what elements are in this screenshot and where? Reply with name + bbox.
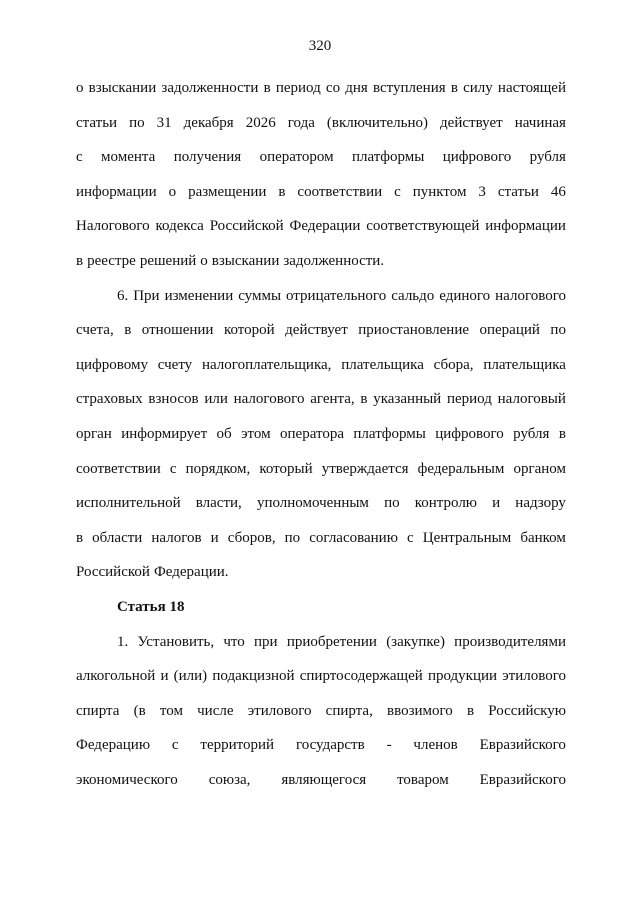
text-line: спирта (в том числе этилового спирта, ввозимого в Российскую [76, 702, 566, 719]
text-line: с момента получения оператором платформы цифрового рубля [76, 149, 566, 166]
text-line: алкогольной и (или) подакцизной спиртосодержащей продукции этилового [76, 668, 566, 685]
text-line: цифровому счету налогоплательщика, плательщика сбора, плательщика [76, 356, 566, 373]
text-line: в области налогов и сборов, по согласованию с Центральным банком [76, 529, 566, 546]
text-line: соответствии с порядком, который утверждается федеральным органом [76, 460, 566, 477]
text-line: в реестре решений о взыскании задолженности. [76, 252, 385, 269]
text-line: страховых взносов или налогового агента, в указанный период налоговый [76, 391, 566, 408]
text-line: счета, в отношении которой действует приостановление операций по [76, 322, 566, 339]
document-body [76, 78, 566, 804]
text-line: орган информирует об этом оператора платформы цифрового рубля в [76, 425, 566, 442]
text-line: Налогового кодекса Российской Федерации соответствующей информации [76, 218, 566, 235]
text-line: статьи по 31 декабря 2026 года (включительно) действует начиная [76, 114, 566, 131]
text-line: экономического союза, являющегося товаром Евразийского [76, 771, 566, 788]
page-number: 320 [308, 38, 332, 54]
text-line: 1. Установить, что при приобретении (закупке) производителями [117, 633, 566, 650]
text-line: Российской Федерации. [76, 564, 229, 581]
text-line: информации о размещении в соответствии с пунктом 3 статьи 46 [76, 183, 566, 200]
text-line: Федерацию с территорий государств - членов Евразийского [76, 737, 566, 754]
article-heading: Статья 18 [117, 598, 185, 615]
text-line: 6. При изменении суммы отрицательного сальдо единого налогового [117, 287, 566, 304]
text-line: исполнительной власти, уполномоченным по контролю и надзору [76, 495, 566, 512]
text-line: о взыскании задолженности в период со дня вступления в силу настоящей [76, 80, 566, 96]
